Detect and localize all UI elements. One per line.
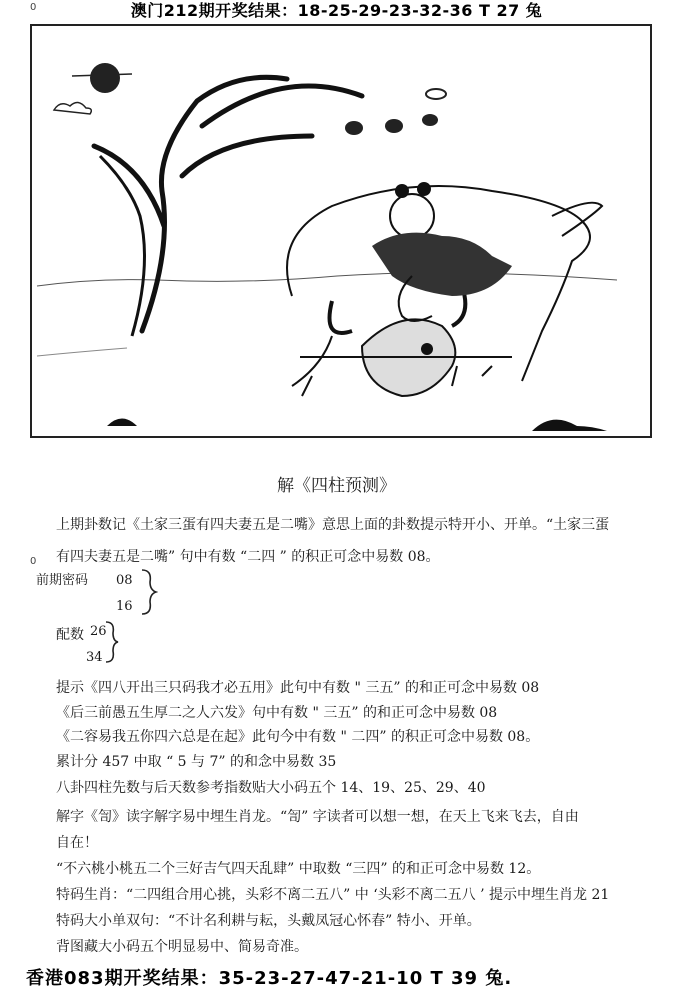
hint-line: 解字《訇》读字解字易中埋生肖龙。“訇” 字读者可以想一想，在天上飞来飞去，自由 <box>56 809 579 825</box>
hint-line: 特码生肖：“二四组合用心挑，头彩不离二五八” 中 ‘头彩不离二五八 ’ 提示中埋生肖龙 21 <box>56 887 610 903</box>
page-title: 澳门212期开奖结果：18-25-29-23-32-36 T 27 兔 <box>130 1 543 20</box>
hint-line: 背图藏大小码五个明显易中、简易奇准。 <box>56 939 308 955</box>
pair-code-value: 34 <box>86 650 103 665</box>
brace-icon <box>104 620 120 664</box>
paragraph-line: 上期卦数记《土家三蛋有四夫妻五是二嘴》意思上面的卦数提示特开小、开单。“土家三蛋 <box>56 517 610 533</box>
hint-line: 自在！ <box>56 835 98 851</box>
pair-code-value: 26 <box>90 624 107 639</box>
brace-icon <box>140 568 158 616</box>
prev-code-value: 08 <box>116 573 133 588</box>
hint-line: “不六桃小桃五二个三好吉气四天乱肆” 中取数 “三四” 的和正可念中易数 12。 <box>56 861 541 877</box>
hint-line: 提示《四八开出三只码我才必五用》此句中有数 " 三五” 的和正可念中易数 08 <box>56 680 540 696</box>
hint-line: 《后三前愚五生厚二之人六发》句中有数 " 三五” 的和正可念中易数 08 <box>56 705 498 721</box>
hint-line: 特码大小单双句：“不计名利耕与耘，头戴凤冠心怀春” 特小、开单。 <box>56 913 481 929</box>
boy-riding-ox-woodcut-illustration <box>32 26 650 436</box>
prev-code-label: 前期密码 <box>36 573 89 588</box>
illustration-frame <box>30 24 652 438</box>
hint-line: 八卦四柱先数与后天数参考指数贴大小码五个 14、19、25、29、40 <box>56 780 486 796</box>
pair-code-label: 配数 <box>56 627 84 643</box>
hint-line: 累计分 457 中取 “ 5 与 7” 的和念中易数 35 <box>56 754 337 770</box>
hint-line: 《二容易我五你四六总是在起》此句今中有数 " 二四” 的积正可念中易数 08。 <box>56 729 540 745</box>
prev-code-value: 16 <box>116 599 133 614</box>
margin-mark: 0 <box>30 556 37 567</box>
paragraph-line: 有四夫妻五是二嘴” 句中有数 “二四 ” 的积正可念中易数 08。 <box>56 549 440 565</box>
section-heading: 解《四柱预测》 <box>277 476 396 496</box>
footer-result: 香港083期开奖结果：35-23-27-47-21-10 T 39 兔. <box>26 968 513 989</box>
corner-mark: 0 <box>30 2 37 13</box>
